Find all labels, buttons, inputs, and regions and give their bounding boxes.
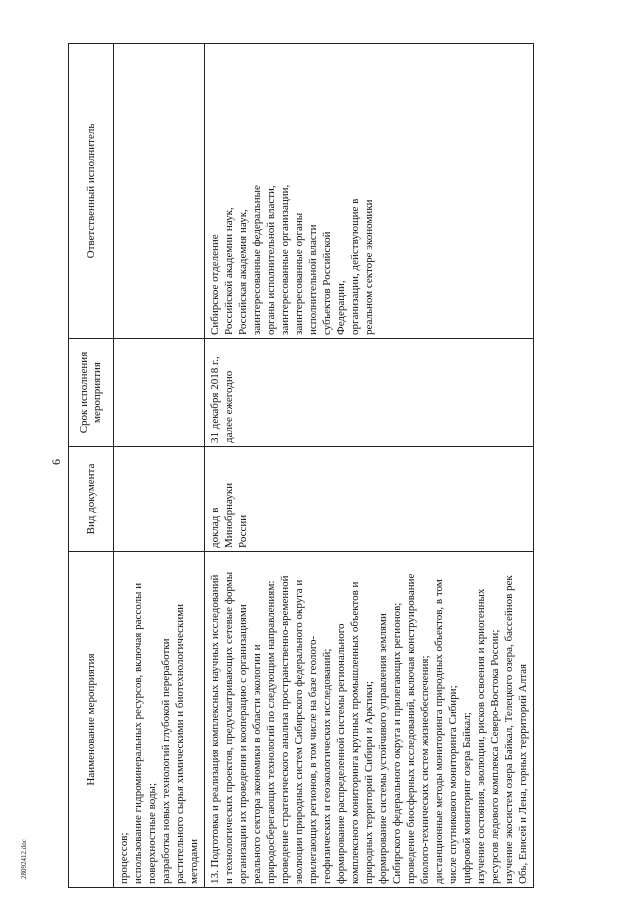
text-line: организации их проведения и кооперацию с организациями bbox=[237, 604, 249, 884]
text-line: поверхностные воды; bbox=[146, 782, 158, 884]
measure-name-cell bbox=[114, 552, 205, 888]
header-measure-name: Наименование мероприятия bbox=[69, 552, 114, 888]
text-line: прилегающих регионов, в том числе на базе геолого- bbox=[307, 635, 319, 884]
document-type-cell bbox=[114, 447, 205, 552]
text-line: проведение стратегического анализа пространственно-временной bbox=[279, 575, 291, 884]
text-line: биолого-технических систем жизнеобеспечения; bbox=[419, 655, 431, 884]
text-line: организации, действующие в bbox=[349, 198, 361, 335]
header-responsible: Ответственный исполнитель bbox=[69, 44, 114, 339]
text-line: заинтересованные федеральные bbox=[251, 185, 263, 335]
header-document-type: Вид документа bbox=[69, 447, 114, 552]
text-line: изучение экосистем озера Байкал, Телецкого озера, бассейнов рек bbox=[503, 575, 515, 884]
text-line: реального сектора экономики в области экологии и bbox=[251, 644, 263, 884]
text-line: использование гидроминеральных ресурсов, включая рассолы и bbox=[132, 582, 144, 884]
text-line: природосберегающих технологий по следующим направлениям: bbox=[265, 580, 277, 884]
text-line: дистанционные методы мониторинга природных объектов, в том bbox=[433, 579, 445, 884]
table-row bbox=[205, 44, 534, 888]
text-line: цифровой мониторинг озера Байкал; bbox=[461, 712, 473, 884]
text-line: заинтересованные организации, bbox=[279, 184, 291, 335]
text-line: заинтересованные органы bbox=[293, 212, 305, 335]
text-line: геофизических и геоэкологических исследований; bbox=[321, 648, 333, 884]
text-line: комплексного мониторинга крупных промышленных объектов и bbox=[349, 581, 361, 884]
measure-name-cell bbox=[205, 552, 534, 888]
rotated-table-container bbox=[68, 43, 550, 888]
text-line: России bbox=[237, 514, 249, 548]
deadline-cell bbox=[205, 339, 534, 447]
text-line: органы исполнительной власти, bbox=[265, 185, 277, 335]
text-line: реальном секторе экономики bbox=[363, 199, 375, 335]
text-line: Российская академия наук, bbox=[237, 209, 249, 335]
text-line: далее ежегодно bbox=[223, 370, 235, 443]
text-line: Федерации, bbox=[335, 280, 347, 335]
deadline-cell bbox=[114, 339, 205, 447]
text-line: Обь, Енисей и Лена, горных территорий Алтая bbox=[517, 663, 529, 884]
header-deadline: Срок исполнения мероприятия bbox=[69, 339, 114, 447]
text-line: растительного сырья химическими и биотехнологическими bbox=[174, 603, 186, 884]
text-line: методами bbox=[188, 838, 200, 884]
text-line: 13. Подготовка и реализация комплексных научных исследований bbox=[209, 574, 221, 884]
document-type-cell bbox=[205, 447, 534, 552]
measures-table bbox=[68, 43, 534, 888]
responsible-cell bbox=[114, 44, 205, 339]
text-line: формирование распределенной системы регионального bbox=[335, 623, 347, 884]
text-line: 31 декабря 2018 г., bbox=[209, 356, 221, 443]
text-line: Сибирское отделение bbox=[209, 234, 221, 335]
page-number: 6 bbox=[49, 459, 63, 465]
table-row bbox=[114, 44, 205, 888]
text-line: ресурсов ледового комплекса Северо-Востока России; bbox=[489, 629, 501, 884]
document-code: 28092412.doc bbox=[20, 839, 28, 879]
text-line: процессов; bbox=[118, 832, 130, 884]
table-header-row bbox=[69, 44, 114, 888]
text-line: формирование системы устойчивого управления землями bbox=[377, 613, 389, 884]
text-line: изучение состояния, эволюции, рисков освоения и криогенных bbox=[475, 588, 487, 884]
text-line: природных территорий Сибири и Арктики; bbox=[363, 681, 375, 884]
text-line: субъектов Российской bbox=[321, 231, 333, 335]
text-line: Минобрнауки bbox=[223, 482, 235, 548]
text-line: и технологических проектов, предусматривающих сетевые формы bbox=[223, 571, 235, 884]
text-line: числе спутникового мониторинга Сибири; bbox=[447, 685, 459, 884]
responsible-cell bbox=[205, 44, 534, 339]
text-line: эволюции природных систем Сибирского федерального округа и bbox=[293, 579, 305, 884]
text-line: Российской академии наук, bbox=[223, 207, 235, 335]
text-line: проведение биосферных исследований, включая конструирование bbox=[405, 573, 417, 884]
text-line: доклад в bbox=[209, 507, 221, 548]
text-line: исполнительной власти bbox=[307, 224, 319, 335]
text-line: разработка новых технологий глубокой переработки bbox=[160, 638, 172, 884]
text-line: Сибирского федерального округа и прилегающих регионов; bbox=[391, 602, 403, 884]
